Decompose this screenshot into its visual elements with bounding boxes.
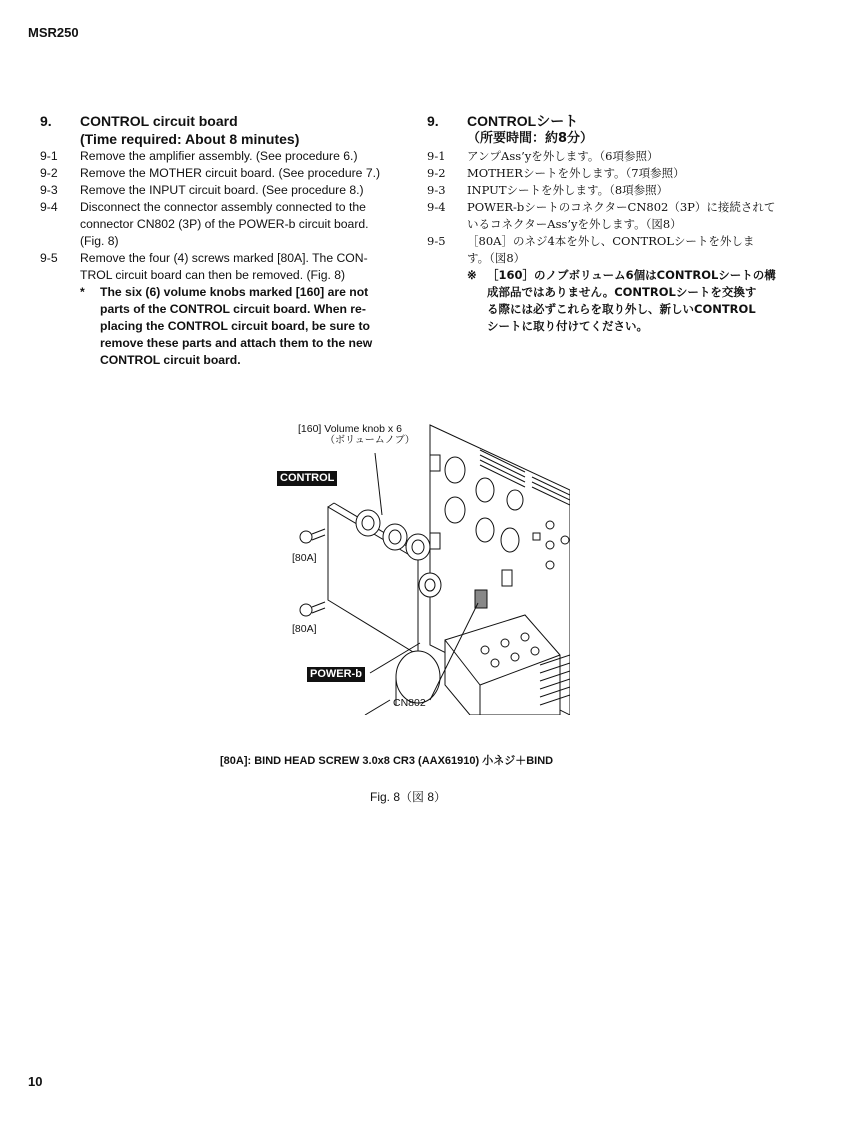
step-number: 9-1 — [40, 149, 58, 163]
step-line: Remove the MOTHER circuit board. (See procedure 7.) — [80, 166, 381, 180]
step-item — [427, 148, 787, 165]
step-text — [80, 165, 395, 182]
step-line: INPUTシートを外します。（8項参照） — [467, 183, 669, 197]
step-item — [40, 250, 395, 284]
note-line: シートに取り付けてください。 — [487, 319, 648, 333]
step-item — [40, 182, 395, 199]
note-line: る際には必ずこれらを取り外し、新しいCONTROL — [487, 302, 756, 316]
step-item — [427, 182, 787, 199]
note-text — [100, 284, 372, 369]
section-number: 9. — [40, 113, 52, 129]
step-line: connector CN802 (3P) of the POWER-b circuit board. — [80, 217, 369, 231]
step-line: Remove the four (4) screws marked [80A]. The CON- — [80, 251, 368, 265]
note-line: ［160］のノブボリューム6個はCONTROLシートの構 — [487, 268, 776, 282]
step-text — [467, 182, 787, 199]
step-text — [80, 250, 395, 284]
step-number: 9-3 — [40, 183, 58, 197]
step-text — [467, 233, 787, 267]
step-list-jp — [427, 148, 787, 267]
japanese-column — [427, 112, 787, 335]
note-line: parts of the CONTROL circuit board. When re- — [100, 302, 366, 316]
step-line: TROL circuit board can then be removed. (Fig. 8) — [80, 268, 346, 282]
step-list — [40, 148, 395, 284]
step-line: いるコネクターAss’yを外します。（図8） — [467, 217, 682, 231]
section-subtitle-jp: （所要時間：約8分） — [467, 131, 594, 146]
step-line: Remove the amplifier assembly. (See procedure 6.) — [80, 149, 358, 163]
step-item — [40, 199, 395, 250]
screw-label-2: [80A] — [292, 623, 317, 635]
step-item — [40, 148, 395, 165]
step-item — [427, 165, 787, 182]
step-line: す。（図8） — [467, 251, 526, 265]
section-heading-jp — [427, 112, 787, 148]
note-text-jp — [487, 267, 776, 335]
step-line: Disconnect the connector assembly connected to the — [80, 200, 366, 214]
section-heading — [40, 112, 395, 148]
step-number: 9-1 — [427, 149, 446, 163]
control-board-tag: CONTROL — [277, 471, 337, 486]
step-line: Remove the INPUT circuit board. (See procedure 8.) — [80, 183, 364, 197]
step-number: 9-3 — [427, 183, 446, 197]
power-b-tag: POWER-b — [307, 667, 365, 682]
note-line: placing the CONTROL circuit board, be sure to — [100, 319, 370, 333]
knob-label: [160] Volume knob x 6 — [298, 423, 402, 435]
step-line: (Fig. 8) — [80, 234, 119, 248]
note-line: The six (6) volume knobs marked [160] are not — [100, 285, 369, 299]
note-line: 成部品ではありません。CONTROLシートを交換す — [487, 285, 757, 299]
section-title: CONTROL circuit board — [80, 113, 238, 129]
step-line: ［80A］のネジ4本を外し、CONTROLシートを外しま — [467, 234, 755, 248]
note-block-jp — [467, 267, 787, 335]
step-number: 9-4 — [40, 200, 58, 214]
note-line: remove these parts and attach them to the new — [100, 336, 373, 350]
step-line: MOTHERシートを外します。（7項参照） — [467, 166, 685, 180]
page-number: 10 — [28, 1074, 43, 1089]
english-column — [40, 112, 395, 369]
section-number-jp: 9. — [427, 113, 439, 129]
step-number: 9-4 — [427, 200, 446, 214]
step-line: POWER-bシートのコネクターCN802（3P）に接続されて — [467, 200, 776, 214]
step-item — [40, 165, 395, 182]
step-number: 9-2 — [427, 166, 446, 180]
screw-legend: [80A]: BIND HEAD SCREW 3.0x8 CR3 (AAX61910) 小ネジ＋BIND — [220, 755, 554, 767]
note-line: CONTROL circuit board. — [100, 353, 241, 367]
figure-8 — [270, 415, 570, 715]
step-item — [427, 233, 787, 267]
step-number: 9-2 — [40, 166, 58, 180]
step-number: 9-5 — [40, 251, 58, 265]
step-text — [467, 199, 787, 233]
section-title-jp: CONTROLシート — [467, 113, 579, 129]
section-subtitle: (Time required: About 8 minutes) — [80, 131, 300, 147]
figure-caption: Fig. 8（図 8） — [370, 790, 447, 804]
note-block — [80, 284, 395, 369]
knob-label-jp: （ボリュームノブ） — [325, 435, 415, 446]
cn802-label: CN802 — [393, 697, 426, 709]
note-mark-jp: ※ — [467, 268, 477, 282]
step-text — [80, 182, 395, 199]
step-number: 9-5 — [427, 234, 446, 248]
step-text — [467, 148, 787, 165]
model-header: MSR250 — [28, 25, 79, 40]
step-item — [427, 199, 787, 233]
screw-label-1: [80A] — [292, 552, 317, 564]
step-text — [80, 148, 395, 165]
step-text — [80, 199, 395, 250]
step-text — [467, 165, 787, 182]
note-mark: * — [80, 285, 85, 299]
step-line: アンプAss’yを外します。（6項参照） — [467, 149, 659, 163]
